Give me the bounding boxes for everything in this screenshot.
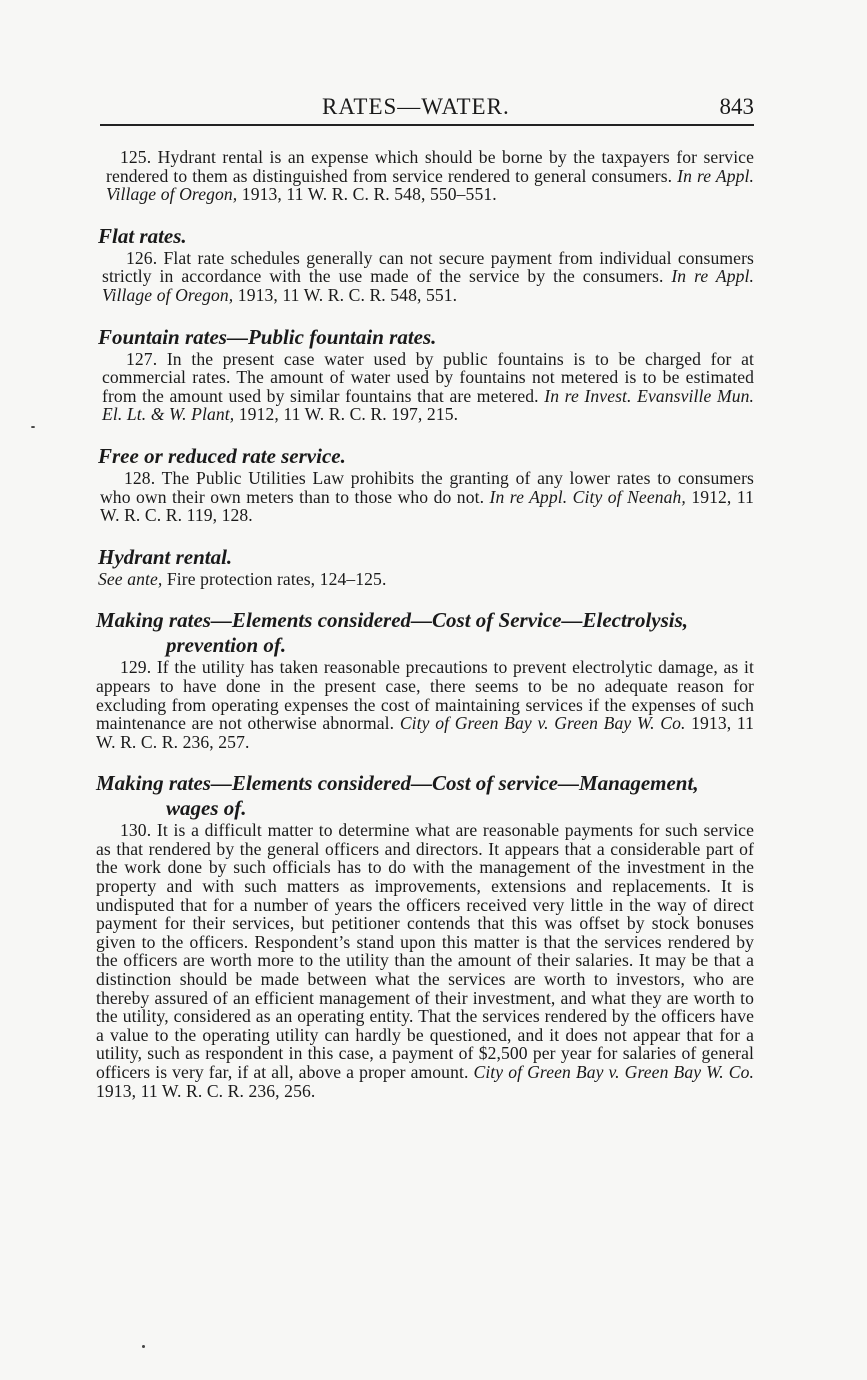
- case-citation: In re Appl. Village of Oregon,: [106, 165, 754, 205]
- cross-reference: [96, 570, 754, 589]
- case-citation: City of Green Bay v. Green Bay W. Co.: [473, 1062, 754, 1082]
- paragraph-number: 128.: [124, 467, 156, 488]
- section-heading-management-wages: Making rates—Elements considered—Cost of service—Management, wages of.: [96, 771, 699, 821]
- paragraph-number: 129.: [120, 657, 152, 678]
- page-number: 843: [719, 94, 754, 119]
- page-body: [96, 148, 754, 1100]
- section-heading-electrolysis: Making rates—Elements considered—Cost of Service—Electrolysis, prevention of.: [96, 608, 689, 658]
- paragraph-129: [96, 658, 754, 751]
- section-heading-hydrant-rental: Hydrant rental.: [98, 544, 233, 569]
- case-citation: City of Green Bay v. Green Bay W. Co.: [399, 713, 686, 734]
- paragraph-number: 125.: [120, 147, 152, 167]
- case-citation: In re Appl. City of Neenah,: [489, 486, 686, 507]
- citation-reference: 1913, 11 W. R. C. R. 236, 256.: [96, 1080, 316, 1101]
- paragraph-text: Flat rate schedules generally can not secure payment from individual consumers strictly in accordance with the use made of the service by the consumers.: [102, 247, 754, 287]
- header-rule: [100, 124, 754, 126]
- scan-speck: [31, 426, 35, 428]
- citation-reference: 1912, 11 W. R. C. R. 197, 215.: [238, 404, 459, 425]
- paragraph-text: If the utility has taken reasonable precautions to prevent electrolytic damage, as it appears to have done in the present case, there seems to be no adequate reason for excluding from operating expenses the cost of maintaining services if the expenses of such maintenance are not otherwise abnormal.: [96, 657, 754, 734]
- paragraph-number: 127.: [126, 348, 158, 369]
- case-citation: In re Appl. Village of Oregon,: [102, 266, 754, 305]
- case-citation: In re Invest. Evansville Mun. El. Lt. & W. Plant,: [102, 385, 754, 425]
- running-title: RATES—WATER.: [322, 94, 510, 119]
- see-text: Fire protection rates, 124–125.: [166, 568, 387, 589]
- running-head: [100, 92, 754, 122]
- paragraph-127: [96, 350, 754, 424]
- paragraph-number: 126.: [126, 247, 158, 268]
- citation-reference: 1913, 11 W. R. C. R. 548, 550–551.: [241, 184, 497, 205]
- paragraph-text: The Public Utilities Law prohibits the granting of any lower rates to consumers who own their own meters than to those who do not.: [100, 467, 754, 507]
- section-heading-flat-rates: Flat rates.: [98, 223, 187, 248]
- see-label: See ante,: [98, 568, 163, 589]
- paragraph-128: [96, 469, 754, 525]
- scan-speck: [142, 1345, 145, 1348]
- section-heading-free-or-reduced: Free or reduced rate service.: [98, 443, 346, 468]
- paragraph-text: In the present case water used by public fountains is to be charged for at commercial rates. The amount of water used by fountains not metered is to be estimated from the amount used by similar fountains that are metered.: [102, 348, 754, 406]
- citation-reference: 1912, 11 W. R. C. R. 119, 128.: [100, 486, 754, 526]
- paragraph-text: It is a difficult matter to determine what are reasonable payments for such service as that rendered by the general officers and directors. It appears that a considerable part of the work done by such officials has to do with the management of the investment in the property and with such matters as improvements, extensions and replacements. It is undisputed that for a number of years the officers received very little in the way of direct payment for their services, but petitioner contends that this was offset by stock bonuses given to the officers. Respondent’s stand upon this matter is that the services rendered by the officers are worth more to the utility than the amount of their salaries. It may be that a distinction should be made between what the services are worth to investors, who are thereby assured of an efficient management of their investment, and what they are worth to the utility, considered as an operating entity. That the services rendered by the officers have a value to the operating utility can hardly be questioned, and it does not appear that for a utility, such as respondent in this case, a payment of $2,500 per year for salaries of general officers is very far, if at all, above a proper amount.: [96, 820, 755, 1082]
- paragraph-125: [96, 148, 754, 204]
- paragraph-126: [96, 249, 754, 305]
- citation-reference: 1913, 11 W. R. C. R. 548, 551.: [237, 284, 458, 305]
- paragraph-130: [96, 821, 754, 1100]
- paragraph-number: 130.: [120, 820, 152, 841]
- paragraph-text: Hydrant rental is an expense which should be borne by the taxpayers for service rendered to them as distinguished from service rendered to general consumers.: [106, 147, 754, 186]
- section-heading-fountain-rates: Fountain rates—Public fountain rates.: [98, 324, 437, 349]
- citation-reference: 1913, 11 W. R. C. R. 236, 257.: [96, 713, 755, 752]
